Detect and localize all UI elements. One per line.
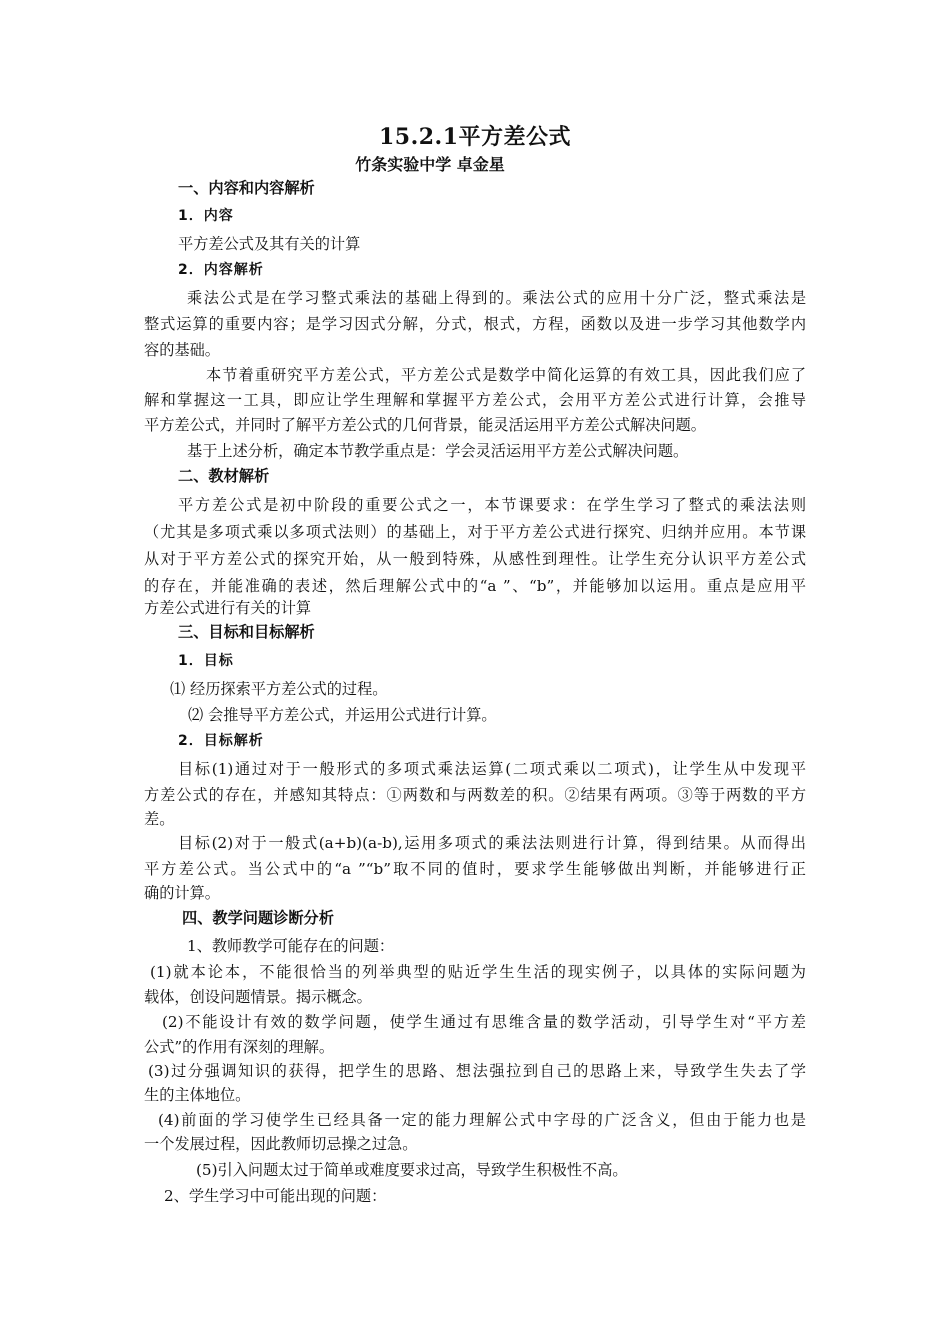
section-heading-3: 三、目标和目标解析: [178, 623, 315, 641]
section-heading-1: 一、内容和内容解析: [178, 179, 315, 197]
section-heading-2: 二、教材解析: [178, 467, 270, 485]
issue-line: (2)不能设计有效的数学问题，使学生通过有思维含量的数学活动，引导学生对“平方差: [162, 1013, 806, 1031]
paragraph-line: 平方差公式是初中阶段的重要公式之一，本节课要求：在学生学习了整式的乘法法则: [178, 496, 806, 514]
issue-line: 生的主体地位。: [144, 1086, 251, 1104]
paragraph-line: （尤其是多项式乘以多项式法则）的基础上，对于平方差公式进行探究、归纳并应用。本节课: [144, 523, 806, 541]
paragraph-line: 平方差公式。当公式中的“a ”“b”取不同的值时，要求学生能够做出判断，并能够进行正: [144, 860, 806, 878]
issue-line: (4)前面的学习使学生已经具备一定的能力理解公式中字母的广泛含义，但由于能力也是: [158, 1111, 806, 1129]
paragraph-line: 方差公式进行有关的计算: [144, 599, 312, 617]
paragraph-line: 方差公式的存在，并感知其特点：①两数和与两数差的积。②结果有两项。③等于两数的平方: [144, 786, 806, 804]
paragraph-line: 基于上述分析，确定本节教学重点是：学会灵活运用平方差公式解决问题。: [187, 442, 689, 460]
issue-line: (1)就本论本，不能很恰当的列举典型的贴近学生生活的现实例子，以具体的实际问题为: [150, 963, 806, 981]
paragraph-line: 的存在，并能准确的表述，然后理解公式中的“a ”、“b”，并能够加以运用。重点是应用平: [144, 577, 806, 595]
paragraph-line: 目标(1)通过对于一般形式的多项式乘法运算(二项式乘以二项式)，让学生从中发现平: [178, 760, 806, 778]
goal-item-2: ⑵ 会推导平方差公式，并运用公式进行计算。: [188, 706, 497, 724]
paragraph-line: 目标(2)对于一般式(a+b)(a-b),运用多项式的乘法法则进行计算，得到结果。从而得出: [178, 834, 806, 852]
paragraph-line: 确的计算。: [144, 884, 220, 902]
student-issues-title: 2、学生学习中可能出现的问题：: [164, 1187, 387, 1205]
paragraph-line: 本节着重研究平方差公式，平方差公式是数学中简化运算的有效工具，因此我们应了: [206, 366, 806, 384]
subheading-content: 1．内容: [178, 208, 234, 224]
goal-item-1: ⑴ 经历探索平方差公式的过程。: [170, 680, 388, 698]
paragraph-line: 容的基础。: [144, 341, 220, 359]
paragraph-line: 整式运算的重要内容；是学习因式分解，分式，根式，方程，函数以及进一步学习其他数学内: [144, 315, 806, 333]
subheading-content-analysis: 2．内容解析: [178, 262, 264, 278]
document-author: 竹条实验中学 卓金星: [355, 155, 505, 174]
issue-line: (3)过分强调知识的获得，把学生的思路、想法强拉到自己的思路上来，导致学生失去了学: [148, 1062, 806, 1080]
subheading-goals: 1．目标: [178, 653, 234, 669]
subheading-goal-analysis: 2．目标解析: [178, 733, 264, 749]
paragraph-line: 乘法公式是在学习整式乘法的基础上得到的。乘法公式的应用十分广泛，整式乘法是: [187, 289, 806, 307]
document-title: 15.2.1平方差公式: [378, 124, 572, 150]
issue-line: 载体，创设问题情景。揭示概念。: [144, 988, 372, 1006]
section-heading-4: 四、教学问题诊断分析: [182, 909, 334, 927]
paragraph-line: 差。: [144, 810, 175, 828]
paragraph-line: 解和掌握这一工具，即应让学生理解和掌握平方差公式，会用平方差公式进行计算，会推导: [144, 391, 806, 409]
paragraph-line: 从对于平方差公式的探究开始，从一般到特殊，从感性到理性。让学生充分认识平方差公式: [144, 550, 806, 568]
issue-line: 公式”的作用有深刻的理解。: [144, 1038, 335, 1056]
teacher-issues-title: 1、教师教学可能存在的问题：: [187, 937, 395, 955]
paragraph-line: 平方差公式，并同时了解平方差公式的几何背景，能灵活运用平方差公式解决问题。: [144, 416, 706, 434]
content-text: 平方差公式及其有关的计算: [178, 235, 361, 253]
issue-line: (5)引入问题太过于简单或难度要求过高，导致学生积极性不高。: [196, 1161, 628, 1179]
issue-line: 一个发展过程，因此教师切忌操之过急。: [144, 1135, 418, 1153]
